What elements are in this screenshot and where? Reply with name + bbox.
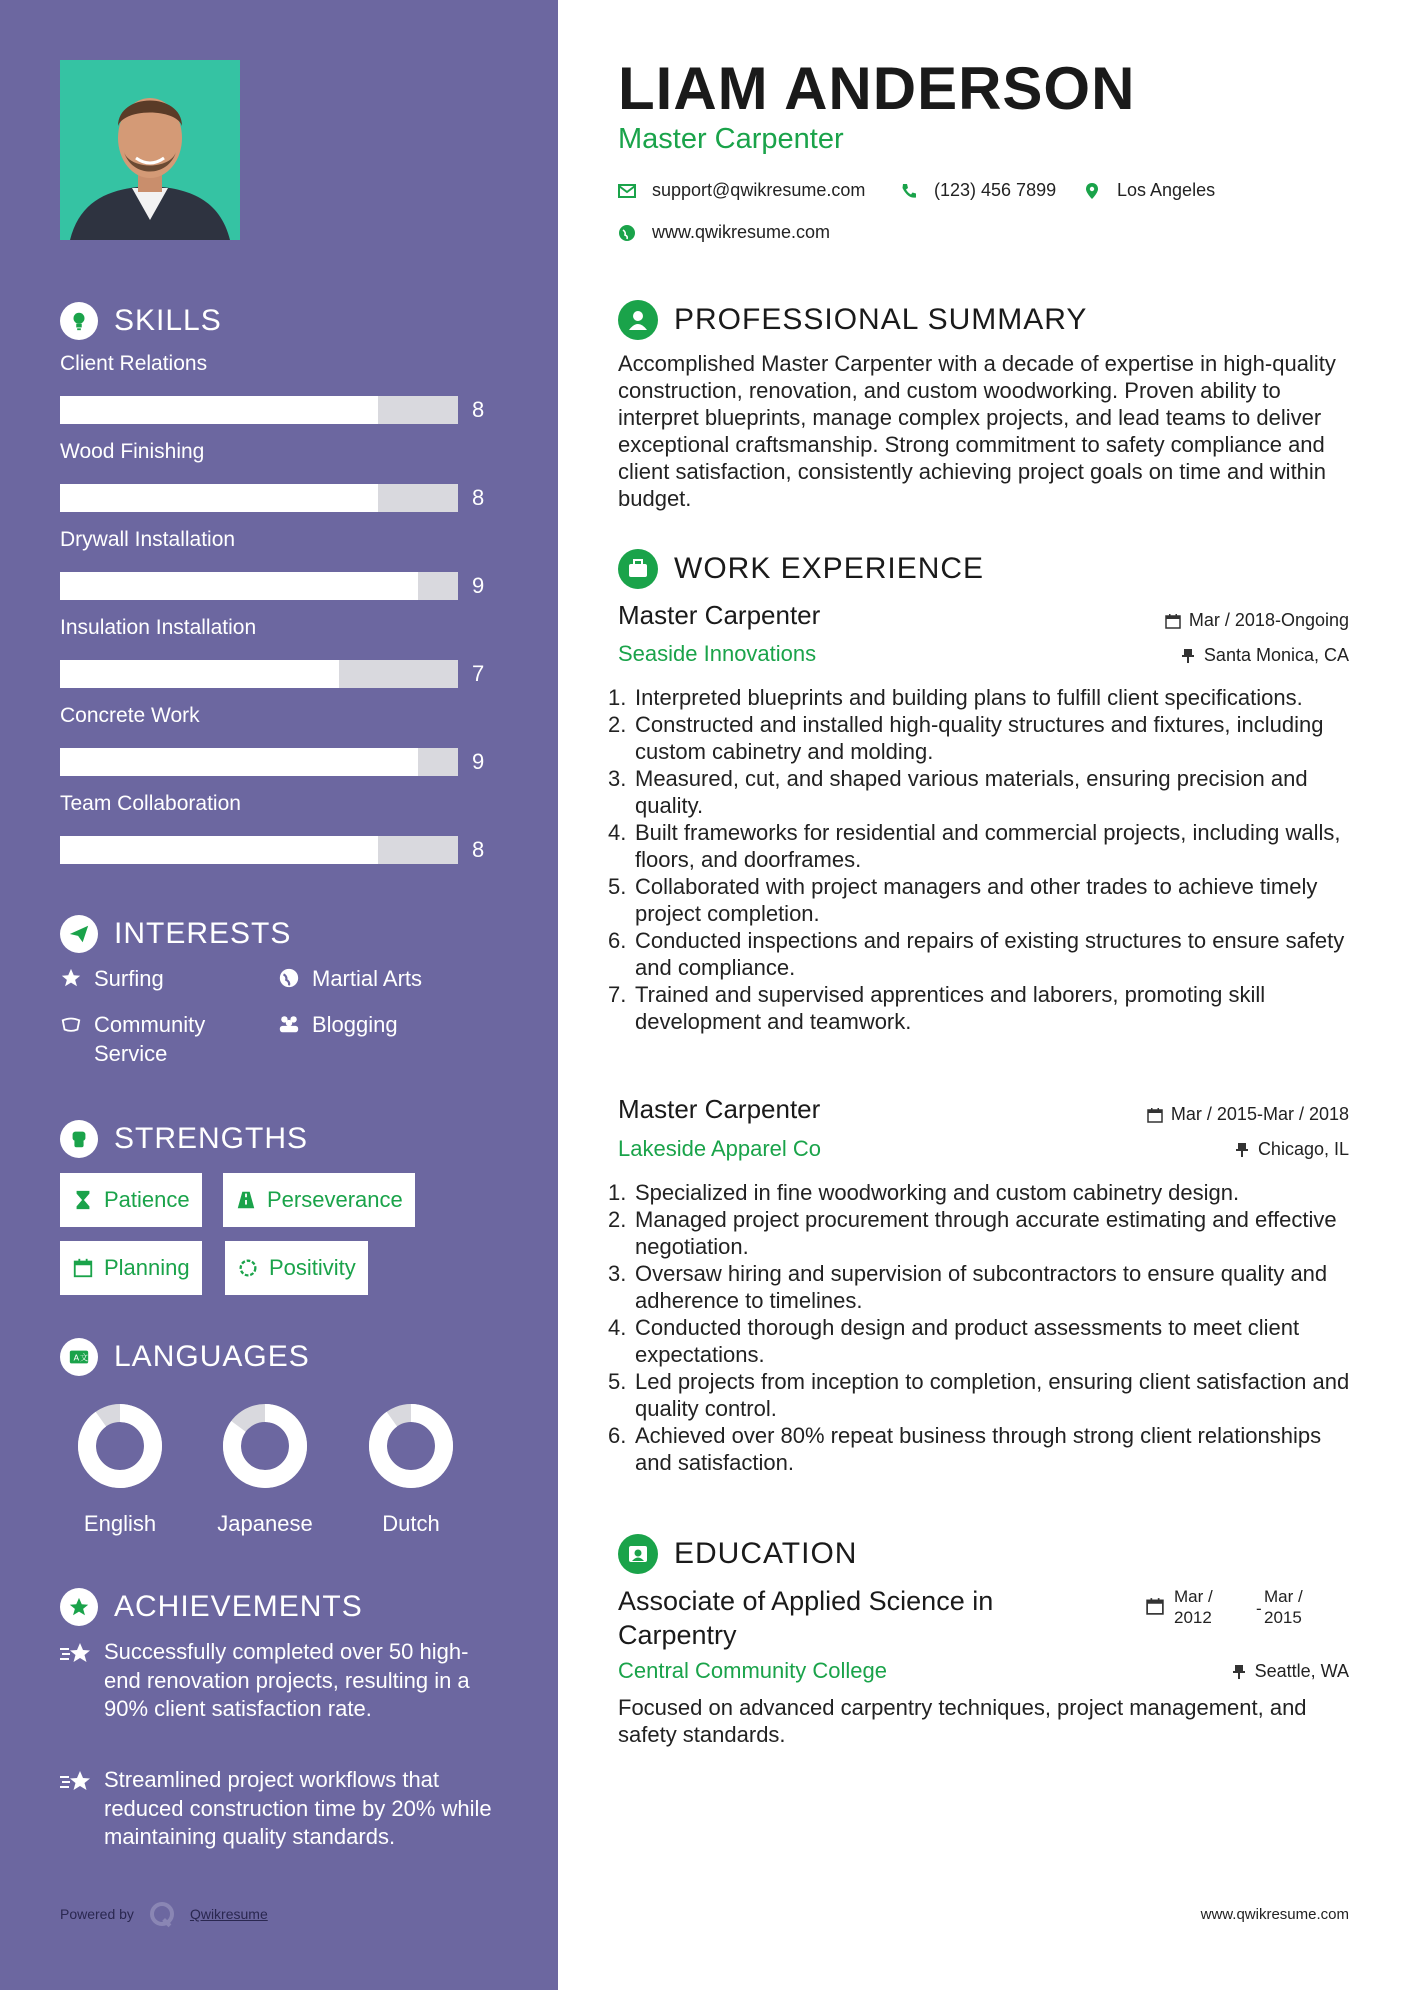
skill-level: 8 (472, 397, 485, 422)
language-donut (77, 1403, 163, 1489)
contact-phone[interactable]: (123) 456 7899 (900, 180, 1056, 201)
duty-item: Collaborated with project managers and other trades to achieve timely project completion. (635, 874, 1318, 926)
interest-item: Blogging (278, 1010, 398, 1039)
calendar-icon (1165, 613, 1181, 629)
globe-icon (618, 224, 636, 242)
users-icon (278, 1013, 300, 1035)
duty-item: Conducted thorough design and product assessments to meet client expectations. (635, 1315, 1300, 1367)
job-location: Santa Monica, CA (1180, 645, 1349, 666)
skill-level: 8 (472, 485, 485, 510)
strength-tag: Patience (60, 1173, 202, 1227)
skill-bar (60, 572, 458, 600)
skill-name: Team Collaboration (60, 792, 241, 815)
date-separator: - (1256, 1599, 1262, 1618)
skill-name: Client Relations (60, 352, 208, 375)
skill-level: 7 (472, 661, 485, 686)
education-heading: EDUCATION (618, 1534, 857, 1574)
profile-photo (60, 60, 240, 240)
footer-website-link[interactable]: www.qwikresume.com (1200, 1906, 1349, 1923)
calendar-icon (1147, 1107, 1163, 1123)
shooting-star-icon (60, 1640, 92, 1666)
skill-bar (60, 836, 458, 864)
skill-item (60, 792, 500, 862)
duty-item: Oversaw hiring and supervision of subcontractors to ensure quality and adherence to timelines. (635, 1261, 1328, 1313)
job-location: Chicago, IL (1234, 1139, 1349, 1160)
achievement-item: Streamlined project workflows that reduced construction time by 20% while maintaining quality standards. (60, 1766, 500, 1852)
degree-title: Associate of Applied Science in Carpentry (618, 1586, 994, 1650)
job-duties (608, 684, 1358, 1035)
strengths-heading: STRENGTHS (60, 1120, 308, 1158)
skill-bar (60, 748, 458, 776)
candidate-name: LIAM ANDERSON (618, 55, 1136, 122)
paper-plane-icon (60, 915, 98, 953)
svg-text:A: A (73, 1352, 80, 1363)
calendar-icon (72, 1257, 94, 1279)
pin-icon (1234, 1142, 1250, 1158)
duty-item: Specialized in fine woodworking and custom cabinetry design. (635, 1180, 1240, 1205)
phone-icon (900, 182, 918, 200)
svg-text:文: 文 (79, 1352, 89, 1363)
qwikresume-logo-icon (148, 1900, 176, 1928)
envelope-icon (618, 182, 636, 200)
user-icon (618, 300, 658, 340)
skill-level: 9 (472, 573, 485, 598)
duty-item: Interpreted blueprints and building plans to fulfill client specifications. (635, 685, 1303, 710)
contact-email[interactable]: support@qwikresume.com (618, 180, 865, 201)
education-start-date: Mar / 2012 (1174, 1587, 1213, 1627)
graduation-icon (618, 1534, 658, 1574)
pin-icon (1231, 1664, 1247, 1680)
duty-item: Led projects from inception to completion, ensuring client satisfaction and quality control. (635, 1369, 1350, 1421)
language-donut (222, 1403, 308, 1489)
job-duties (608, 1179, 1358, 1476)
duty-item: Conducted inspections and repairs of existing structures to ensure safety and compliance. (635, 928, 1345, 980)
pin-icon (1180, 648, 1196, 664)
shooting-star-icon (60, 1768, 92, 1794)
job-date: Mar / 2015-Mar / 2018 (1147, 1104, 1349, 1125)
school-name: Central Community College (618, 1658, 887, 1683)
languages-heading: A 文 LANGUAGES (60, 1338, 310, 1376)
interest-item: Martial Arts (278, 964, 422, 993)
star-icon (60, 967, 82, 989)
skill-item (60, 440, 500, 510)
skill-bar (60, 660, 458, 688)
duty-item: Measured, cut, and shaped various materials, ensuring precision and quality. (635, 766, 1308, 818)
skill-name: Drywall Installation (60, 528, 236, 551)
powered-by: Powered by Qwikresume (60, 1900, 268, 1928)
skill-name: Concrete Work (60, 704, 200, 727)
sun-icon (237, 1257, 259, 1279)
calendar-icon (1146, 1597, 1164, 1615)
globe-icon (278, 967, 300, 989)
achievement-item: Successfully completed over 50 high-end renovation projects, resulting in a 90% client satisfaction rate. (60, 1638, 500, 1724)
job-title: Master Carpenter (618, 1094, 821, 1124)
skill-name: Insulation Installation (60, 616, 257, 639)
lightbulb-icon (60, 302, 98, 340)
summary-text: Accomplished Master Carpenter with a decade of expertise in high-quality construction, renovation, and custom woodworking. Proven ability to interpret blueprints, manage complex projects, and lead teams to deliver exceptional craftsmanship. Strong commitment to safety compliance and client satisfaction, consistently achieving project goals on time and within budget. (618, 351, 1336, 511)
candidate-role: Master Carpenter (618, 123, 844, 155)
education-end-date: Mar / 2015 (1264, 1587, 1303, 1627)
skill-item (60, 528, 500, 598)
education-description: Focused on advanced carpentry techniques, project management, and safety standards. (618, 1695, 1307, 1747)
fist-icon (60, 1120, 98, 1158)
duty-item: Built frameworks for residential and commercial projects, including walls, floors, and doorframes. (635, 820, 1341, 872)
hand-icon (60, 1013, 82, 1035)
road-icon (235, 1189, 257, 1211)
company-name: Lakeside Apparel Co (618, 1136, 822, 1161)
skill-item (60, 704, 500, 774)
strength-tag: Positivity (225, 1241, 368, 1295)
contact-website[interactable]: www.qwikresume.com (618, 222, 830, 243)
skill-name: Wood Finishing (60, 440, 205, 463)
duty-item: Managed project procurement through accurate estimating and effective negotiation. (635, 1207, 1337, 1259)
achievements-heading: ACHIEVEMENTS (60, 1588, 363, 1626)
interest-item: Community Service (60, 1010, 240, 1068)
interest-item: Surfing (60, 964, 164, 993)
trophy-star-icon (60, 1588, 98, 1626)
skill-level: 9 (472, 749, 485, 774)
skill-level: 8 (472, 837, 485, 862)
map-pin-icon (1083, 182, 1101, 200)
interests-heading: INTERESTS (60, 915, 291, 953)
skills-heading: SKILLS (60, 302, 222, 340)
strength-tag: Perseverance (223, 1173, 415, 1227)
skill-bar (60, 484, 458, 512)
hourglass-icon (72, 1189, 94, 1211)
skill-bar (60, 396, 458, 424)
language-item: Dutch (346, 1403, 476, 1537)
summary-heading: PROFESSIONAL SUMMARY (618, 300, 1087, 340)
duty-item: Trained and supervised apprentices and laborers, promoting skill development and teamwork. (635, 982, 1266, 1034)
skill-item (60, 616, 500, 686)
experience-heading: WORK EXPERIENCE (618, 549, 984, 589)
duty-item: Achieved over 80% repeat business through strong client relationships and satisfaction. (635, 1423, 1322, 1475)
language-icon (60, 1338, 98, 1376)
contact-location: Los Angeles (1083, 180, 1215, 201)
school-location: Seattle, WA (1231, 1661, 1349, 1682)
sidebar (0, 0, 558, 1990)
language-item: English (55, 1403, 185, 1537)
qwikresume-link[interactable]: Qwikresume (189, 1906, 268, 1922)
briefcase-icon (618, 549, 658, 589)
language-donut (368, 1403, 454, 1489)
language-item: Japanese (200, 1403, 330, 1537)
job-title: Master Carpenter (618, 600, 821, 630)
skill-item (60, 352, 500, 422)
strength-tag: Planning (60, 1241, 202, 1295)
company-name: Seaside Innovations (618, 641, 817, 666)
job-date: Mar / 2018-Ongoing (1165, 610, 1349, 631)
duty-item: Constructed and installed high-quality structures and fixtures, including custom cabinetry and molding. (635, 712, 1324, 764)
